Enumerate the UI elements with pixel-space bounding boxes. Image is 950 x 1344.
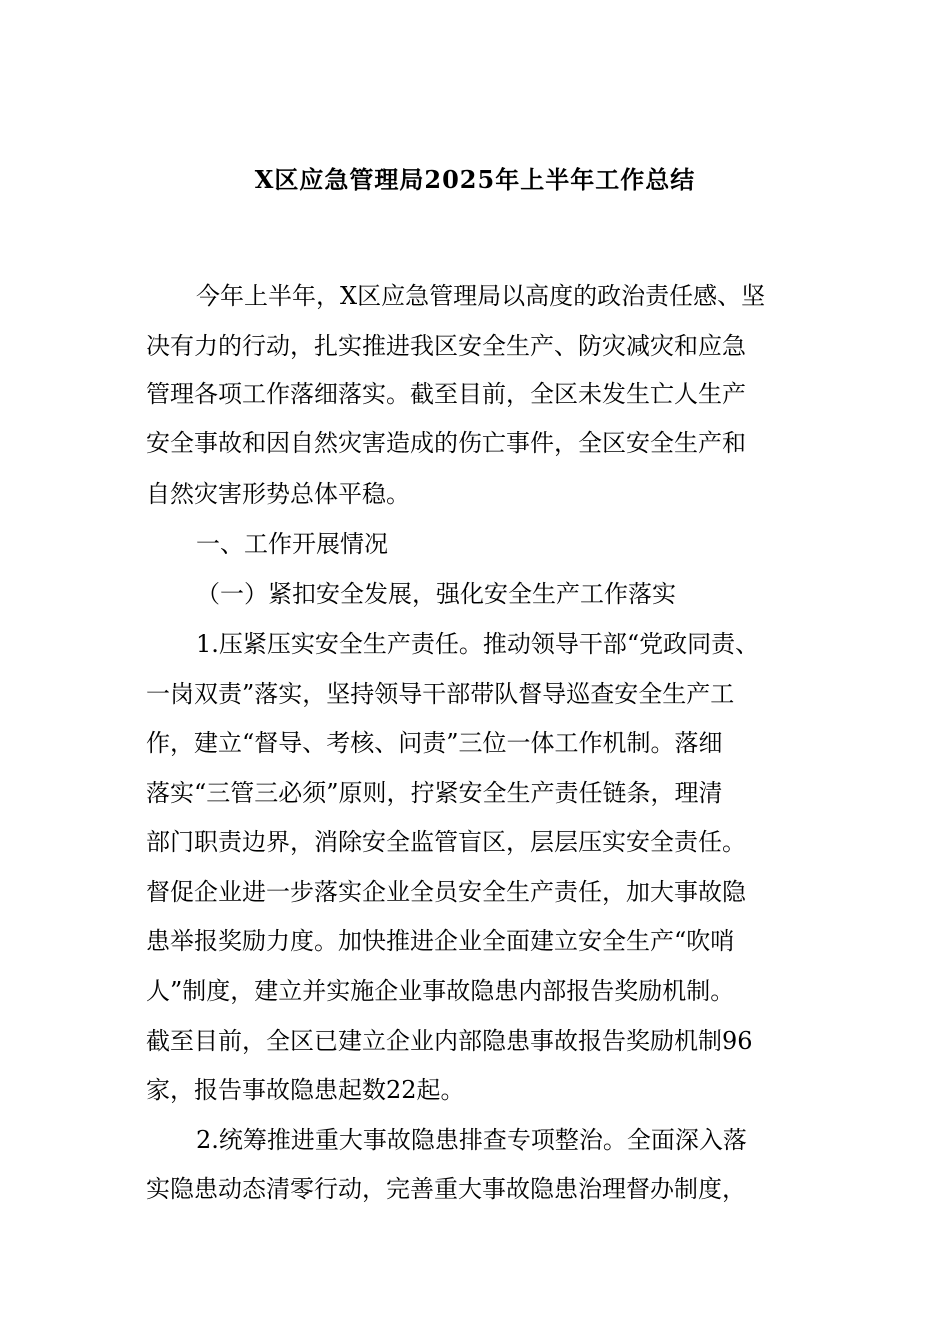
paragraph-line: 管理各项工作落细落实。截至目前，全区未发生亡人生产 <box>146 380 746 408</box>
paragraph-line: 2.统筹推进重大事故隐患排查专项整治。全面深入落 <box>196 1126 747 1154</box>
paragraph-line: 实隐患动态清零行动，完善重大事故隐患治理督办制度， <box>146 1175 746 1203</box>
paragraph-line: 自然灾害形势总体平稳。 <box>146 480 410 508</box>
paragraph-line: 今年上半年，X区应急管理局以高度的政治责任感、坚 <box>196 282 766 310</box>
paragraph-line: 决有力的行动，扎实推进我区安全生产、防灾减灾和应急 <box>146 332 746 360</box>
paragraph-line: 落实“三管三必须”原则，拧紧安全生产责任链条，理清 <box>146 779 723 807</box>
paragraph-line: 截至目前，全区已建立企业内部隐患事故报告奖励机制96 <box>146 1027 753 1055</box>
paragraph-line: 部门职责边界，消除安全监管盲区，层层压实安全责任。 <box>146 828 746 856</box>
paragraph-line: 督促企业进一步落实企业全员安全生产责任，加大事故隐 <box>146 878 746 906</box>
subsection-heading: （一）紧扣安全发展，强化安全生产工作落实 <box>196 580 676 608</box>
paragraph-line: 安全事故和因自然灾害造成的伤亡事件，全区安全生产和 <box>146 429 746 457</box>
paragraph-line: 家，报告事故隐患起数22起。 <box>146 1076 465 1104</box>
document-title: X区应急管理局2025年上半年工作总结 <box>254 165 696 194</box>
section-heading: 一、工作开展情况 <box>196 530 388 558</box>
paragraph-line: 患举报奖励力度。加快推进企业全面建立安全生产“吹哨 <box>146 927 735 955</box>
paragraph-line: 人”制度，建立并实施企业事故隐患内部报告奖励机制。 <box>146 977 735 1005</box>
paragraph-line: 一岗双责”落实，坚持领导干部带队督导巡查安全生产工 <box>146 680 735 708</box>
paragraph-line: 作，建立“督导、考核、问责”三位一体工作机制。落细 <box>146 729 723 757</box>
paragraph-line: 1.压紧压实安全生产责任。推动领导干部“党政同责、 <box>196 630 760 658</box>
